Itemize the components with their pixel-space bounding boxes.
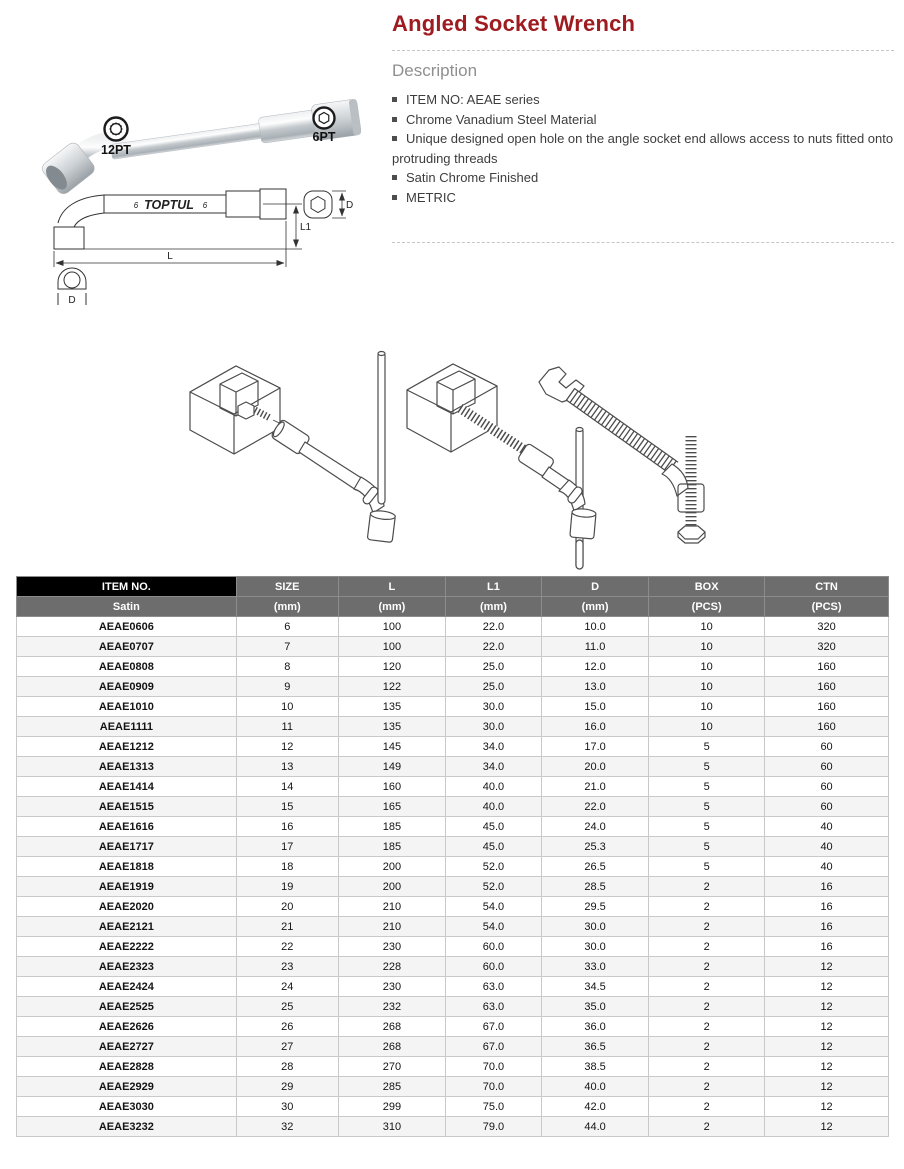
description-bullets: [392, 90, 898, 208]
cell-value: 200: [338, 857, 445, 877]
cell-item-no: AEAE1919: [17, 877, 237, 897]
cell-item-no: AEAE2525: [17, 997, 237, 1017]
cell-value: 10: [649, 657, 765, 677]
cell-value: 12: [765, 1097, 889, 1117]
cell-value: 30.0: [446, 697, 542, 717]
spec-table: [16, 576, 889, 1137]
cell-value: 165: [338, 797, 445, 817]
col-header-box: BOX: [649, 577, 765, 597]
cell-value: 23: [236, 957, 338, 977]
cell-value: 16: [765, 897, 889, 917]
cell-value: 28.5: [541, 877, 648, 897]
cell-item-no: AEAE2828: [17, 1057, 237, 1077]
cell-value: 60: [765, 797, 889, 817]
cell-value: 12: [765, 1037, 889, 1057]
cell-value: 29: [236, 1077, 338, 1097]
cell-value: 27: [236, 1037, 338, 1057]
cell-value: 28: [236, 1057, 338, 1077]
cell-item-no: AEAE0606: [17, 617, 237, 637]
cell-value: 70.0: [446, 1077, 542, 1097]
cell-value: 122: [338, 677, 445, 697]
cell-value: 10: [649, 697, 765, 717]
cell-item-no: AEAE2929: [17, 1077, 237, 1097]
bullet-item: METRIC: [392, 188, 898, 208]
cell-value: 40: [765, 817, 889, 837]
cell-value: 2: [649, 1077, 765, 1097]
cell-value: 36.5: [541, 1037, 648, 1057]
table-row: [17, 1017, 889, 1037]
cell-value: 16.0: [541, 717, 648, 737]
cell-item-no: AEAE2424: [17, 977, 237, 997]
cell-value: 5: [649, 797, 765, 817]
usage-illustrations: [142, 336, 767, 571]
cell-value: 45.0: [446, 837, 542, 857]
table-row: [17, 657, 889, 677]
col-subheader-unit: (mm): [541, 597, 648, 617]
cell-value: 34.0: [446, 737, 542, 757]
cell-item-no: AEAE0808: [17, 657, 237, 677]
col-subheader-unit: (mm): [446, 597, 542, 617]
spec-table-body: [17, 617, 889, 1137]
cell-value: 200: [338, 877, 445, 897]
col-header-l1: L1: [446, 577, 542, 597]
cell-value: 52.0: [446, 857, 542, 877]
cell-value: 54.0: [446, 897, 542, 917]
cell-value: 2: [649, 1117, 765, 1137]
size-mark-right: 6: [202, 201, 208, 210]
cell-item-no: AEAE1212: [17, 737, 237, 757]
bullet-item: Chrome Vanadium Steel Material: [392, 110, 898, 130]
cell-value: 12: [765, 997, 889, 1017]
cell-value: 22.0: [541, 797, 648, 817]
cell-item-no: AEAE1515: [17, 797, 237, 817]
cell-value: 60.0: [446, 937, 542, 957]
cell-value: 5: [649, 837, 765, 857]
table-row: [17, 617, 889, 637]
cell-value: 20.0: [541, 757, 648, 777]
cell-value: 20: [236, 897, 338, 917]
cell-value: 135: [338, 697, 445, 717]
cell-value: 26.5: [541, 857, 648, 877]
cell-item-no: AEAE1616: [17, 817, 237, 837]
cell-value: 12: [236, 737, 338, 757]
cell-value: 2: [649, 877, 765, 897]
cell-value: 12: [765, 1017, 889, 1037]
cell-value: 160: [765, 717, 889, 737]
cell-value: 12.0: [541, 657, 648, 677]
cell-value: 2: [649, 1057, 765, 1077]
usage-illustration-1: [190, 352, 396, 543]
cell-value: 25: [236, 997, 338, 1017]
cell-value: 5: [649, 757, 765, 777]
description-heading: Description: [392, 61, 478, 80]
through-rod: [378, 352, 385, 505]
cell-value: 12: [765, 977, 889, 997]
cell-value: 145: [338, 737, 445, 757]
cell-item-no: AEAE2121: [17, 917, 237, 937]
cell-value: 30.0: [541, 917, 648, 937]
cell-value: 25.0: [446, 657, 542, 677]
dim-l1-label: L1: [300, 222, 312, 233]
cell-value: 2: [649, 997, 765, 1017]
cell-value: 60: [765, 737, 889, 757]
cell-value: 160: [765, 697, 889, 717]
cell-value: 5: [649, 817, 765, 837]
cell-value: 2: [649, 1037, 765, 1057]
cell-value: 60: [765, 777, 889, 797]
cell-value: 44.0: [541, 1117, 648, 1137]
cell-value: 17.0: [541, 737, 648, 757]
col-header-size: SIZE: [236, 577, 338, 597]
cell-value: 135: [338, 717, 445, 737]
cell-value: 38.5: [541, 1057, 648, 1077]
cell-value: 29.5: [541, 897, 648, 917]
cell-value: 13.0: [541, 677, 648, 697]
cell-value: 10: [649, 637, 765, 657]
cell-value: 40.0: [446, 797, 542, 817]
dashed-separator: [392, 242, 894, 243]
cell-value: 16: [236, 817, 338, 837]
cell-value: 9: [236, 677, 338, 697]
cell-value: 210: [338, 917, 445, 937]
usage-illustration-3: [539, 367, 705, 543]
cell-item-no: AEAE1414: [17, 777, 237, 797]
cell-value: 54.0: [446, 917, 542, 937]
cell-value: 15.0: [541, 697, 648, 717]
table-row: [17, 1037, 889, 1057]
dimension-drawing: [8, 183, 388, 323]
cell-item-no: AEAE2222: [17, 937, 237, 957]
cell-value: 67.0: [446, 1017, 542, 1037]
cell-item-no: AEAE1111: [17, 717, 237, 737]
cell-value: 160: [765, 677, 889, 697]
table-row: [17, 717, 889, 737]
cell-value: 210: [338, 897, 445, 917]
cell-value: 268: [338, 1037, 445, 1057]
cell-item-no: AEAE1717: [17, 837, 237, 857]
cell-value: 67.0: [446, 1037, 542, 1057]
table-row: [17, 917, 889, 937]
cell-value: 19: [236, 877, 338, 897]
col-subheader-unit: (PCS): [649, 597, 765, 617]
cell-value: 310: [338, 1117, 445, 1137]
bullet-item: Unique designed open hole on the angle socket end allows access to nuts fitted onto protruding threads: [392, 129, 898, 168]
cell-value: 232: [338, 997, 445, 1017]
cell-value: 60.0: [446, 957, 542, 977]
cell-value: 285: [338, 1077, 445, 1097]
product-photo: [8, 38, 388, 200]
cell-item-no: AEAE0909: [17, 677, 237, 697]
cell-value: 35.0: [541, 997, 648, 1017]
table-row: [17, 957, 889, 977]
cell-value: 13: [236, 757, 338, 777]
cell-value: 75.0: [446, 1097, 542, 1117]
cell-value: 2: [649, 937, 765, 957]
cell-value: 228: [338, 957, 445, 977]
cell-value: 12: [765, 1057, 889, 1077]
cell-value: 10: [236, 697, 338, 717]
col-header-item-no: ITEM NO.: [17, 577, 237, 597]
cell-item-no: AEAE0707: [17, 637, 237, 657]
cell-value: 160: [338, 777, 445, 797]
cell-value: 2: [649, 977, 765, 997]
cell-item-no: AEAE2020: [17, 897, 237, 917]
cell-value: 11.0: [541, 637, 648, 657]
cell-value: 24: [236, 977, 338, 997]
cell-value: 230: [338, 977, 445, 997]
cell-value: 10: [649, 617, 765, 637]
cell-value: 149: [338, 757, 445, 777]
cell-value: 40.0: [446, 777, 542, 797]
cell-value: 70.0: [446, 1057, 542, 1077]
cell-value: 16: [765, 937, 889, 957]
6pt-socket-icon: [313, 108, 336, 145]
cell-item-no: AEAE3030: [17, 1097, 237, 1117]
cell-value: 30: [236, 1097, 338, 1117]
cell-value: 22.0: [446, 637, 542, 657]
cell-value: 30.0: [541, 937, 648, 957]
cell-value: 2: [649, 897, 765, 917]
table-row: [17, 897, 889, 917]
cell-value: 299: [338, 1097, 445, 1117]
cell-value: 26: [236, 1017, 338, 1037]
table-row: [17, 1057, 889, 1077]
cell-value: 120: [338, 657, 445, 677]
table-row: [17, 1117, 889, 1137]
table-row: [17, 877, 889, 897]
cell-value: 320: [765, 637, 889, 657]
table-row: [17, 977, 889, 997]
cell-value: 14: [236, 777, 338, 797]
cell-value: 32: [236, 1117, 338, 1137]
cell-value: 25.0: [446, 677, 542, 697]
cell-value: 40: [765, 837, 889, 857]
page-title: Angled Socket Wrench: [392, 11, 636, 36]
size-mark-left: 6: [133, 201, 139, 210]
cell-value: 100: [338, 617, 445, 637]
cell-value: 17: [236, 837, 338, 857]
cell-value: 12: [765, 1117, 889, 1137]
cell-value: 40: [765, 857, 889, 877]
cell-value: 100: [338, 637, 445, 657]
cell-value: 5: [649, 857, 765, 877]
cell-value: 21: [236, 917, 338, 937]
cell-value: 63.0: [446, 977, 542, 997]
table-row: [17, 817, 889, 837]
tech-drawing: [8, 183, 388, 323]
table-row: [17, 637, 889, 657]
cell-value: 6: [236, 617, 338, 637]
cell-value: 10: [649, 717, 765, 737]
cell-value: 22.0: [446, 617, 542, 637]
cell-value: 18: [236, 857, 338, 877]
col-subheader-unit: (PCS): [765, 597, 889, 617]
cell-value: 7: [236, 637, 338, 657]
table-row: [17, 937, 889, 957]
table-row: [17, 697, 889, 717]
table-row: [17, 837, 889, 857]
dim-d-end-label: D: [68, 295, 76, 306]
cell-value: 185: [338, 837, 445, 857]
cell-value: 16: [765, 877, 889, 897]
cell-item-no: AEAE3232: [17, 1117, 237, 1137]
cell-value: 15: [236, 797, 338, 817]
table-row: [17, 997, 889, 1017]
col-header-d: D: [541, 577, 648, 597]
wrench-photo-illustration: [8, 38, 388, 200]
cell-value: 36.0: [541, 1017, 648, 1037]
cell-value: 2: [649, 957, 765, 977]
cell-value: 160: [765, 657, 889, 677]
cell-value: 10.0: [541, 617, 648, 637]
cell-value: 25.3: [541, 837, 648, 857]
dim-d-side-label: D: [346, 200, 354, 211]
cell-value: 2: [649, 917, 765, 937]
bullet-item: ITEM NO: AEAE series: [392, 90, 898, 110]
cell-value: 12: [765, 957, 889, 977]
cell-value: 34.5: [541, 977, 648, 997]
table-row: [17, 777, 889, 797]
cell-item-no: AEAE1818: [17, 857, 237, 877]
dim-l-label: L: [167, 251, 173, 262]
12pt-label: 12PT: [101, 143, 131, 157]
table-row: [17, 757, 889, 777]
cell-value: 185: [338, 817, 445, 837]
cell-value: 12: [765, 1077, 889, 1097]
cell-item-no: AEAE1010: [17, 697, 237, 717]
cell-value: 60: [765, 757, 889, 777]
table-row: [17, 677, 889, 697]
table-row: [17, 1097, 889, 1117]
cell-value: 2: [649, 1017, 765, 1037]
cell-item-no: AEAE2727: [17, 1037, 237, 1057]
cell-value: 33.0: [541, 957, 648, 977]
cell-value: 10: [649, 677, 765, 697]
bullet-item: Satin Chrome Finished: [392, 168, 898, 188]
cell-value: 34.0: [446, 757, 542, 777]
cell-value: 11: [236, 717, 338, 737]
cell-value: 270: [338, 1057, 445, 1077]
cell-value: 5: [649, 737, 765, 757]
cell-value: 45.0: [446, 817, 542, 837]
spec-table-header: [17, 577, 889, 617]
cell-value: 230: [338, 937, 445, 957]
cell-item-no: AEAE2626: [17, 1017, 237, 1037]
cell-value: 63.0: [446, 997, 542, 1017]
cell-value: 40.0: [541, 1077, 648, 1097]
cell-value: 2: [649, 1097, 765, 1117]
col-header-l: L: [338, 577, 445, 597]
cell-value: 42.0: [541, 1097, 648, 1117]
col-subheader-unit: (mm): [338, 597, 445, 617]
table-row: [17, 857, 889, 877]
6pt-label: 6PT: [312, 130, 336, 144]
cell-value: 5: [649, 777, 765, 797]
table-row: [17, 737, 889, 757]
cell-value: 52.0: [446, 877, 542, 897]
brand-label: TOPTUL: [144, 198, 194, 212]
cell-value: 24.0: [541, 817, 648, 837]
cell-value: 30.0: [446, 717, 542, 737]
cell-value: 268: [338, 1017, 445, 1037]
cell-value: 21.0: [541, 777, 648, 797]
cell-value: 22: [236, 937, 338, 957]
cell-item-no: AEAE1313: [17, 757, 237, 777]
table-row: [17, 1077, 889, 1097]
cell-value: 16: [765, 917, 889, 937]
dashed-separator: [392, 50, 894, 51]
col-header-ctn: CTN: [765, 577, 889, 597]
col-subheader-satin: Satin: [17, 597, 237, 617]
cell-value: 320: [765, 617, 889, 637]
cell-value: 79.0: [446, 1117, 542, 1137]
cell-item-no: AEAE2323: [17, 957, 237, 977]
cell-value: 8: [236, 657, 338, 677]
table-row: [17, 797, 889, 817]
col-subheader-unit: (mm): [236, 597, 338, 617]
